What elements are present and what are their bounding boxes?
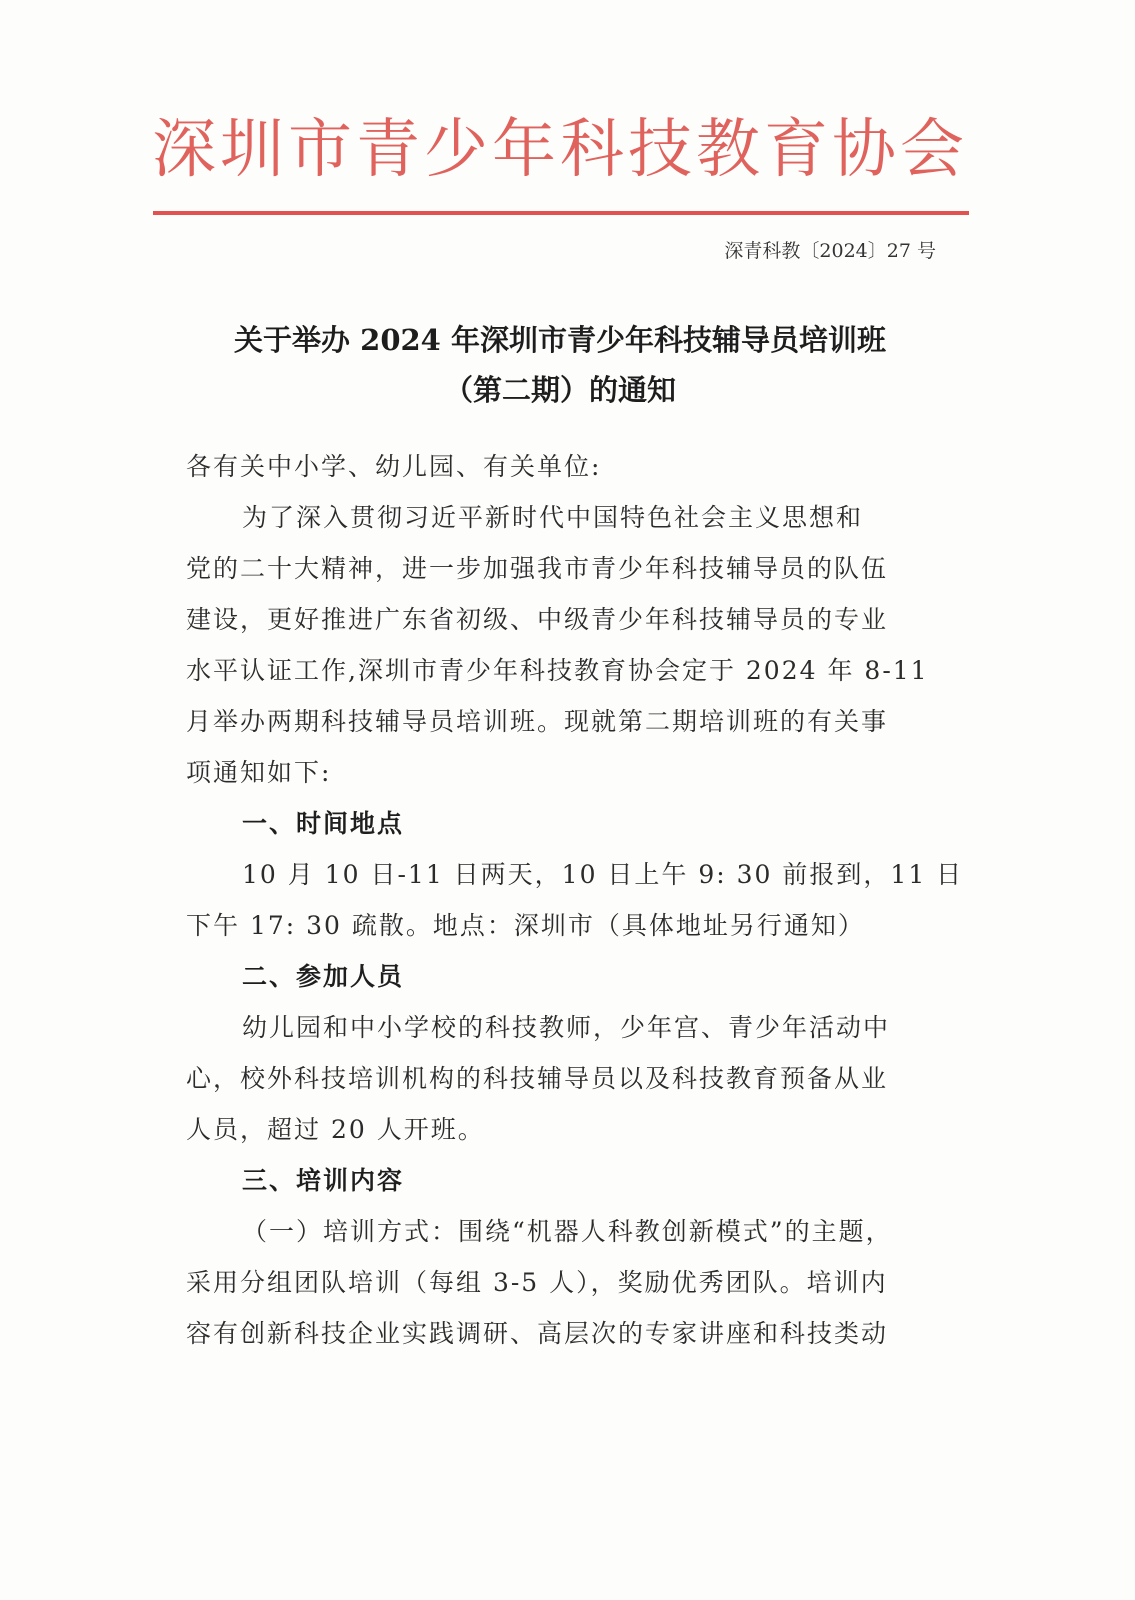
intro-line: 月举办两期科技辅导员培训班。现就第二期培训班的有关事 bbox=[186, 707, 889, 736]
intro-line: 为了深入贯彻习近平新时代中国特色社会主义思想和 bbox=[242, 503, 864, 532]
salutation: 各有关中小学、幼儿园、有关单位: bbox=[186, 452, 602, 481]
section-line: 人员，超过 20 人开班。 bbox=[186, 1115, 485, 1144]
intro-line: 项通知如下: bbox=[186, 758, 332, 787]
section-line: 下午 17: 30 疏散。地点：深圳市（具体地址另行通知） bbox=[186, 911, 865, 940]
section-line: 采用分组团队培训（每组 3-5 人），奖励优秀团队。培训内 bbox=[186, 1268, 888, 1297]
document-number: 深青科教〔2024〕27 号 bbox=[724, 240, 936, 262]
section-line: 10 月 10 日-11 日两天，10 日上午 9: 30 前报到，11 日 bbox=[242, 860, 964, 889]
intro-line: 建设，更好推进广东省初级、中级青少年科技辅导员的专业 bbox=[186, 605, 889, 634]
letterhead-red-rule bbox=[153, 211, 969, 215]
section-heading-participants: 二、参加人员 bbox=[242, 962, 405, 991]
section-heading-training-content: 三、培训内容 bbox=[242, 1166, 405, 1195]
section-line: 幼儿园和中小学校的科技教师，少年宫、青少年活动中 bbox=[242, 1013, 891, 1042]
organization-letterhead: 深圳市青少年科技教育协会 bbox=[152, 113, 968, 187]
section-line: 容有创新科技企业实践调研、高层次的专家讲座和科技类动 bbox=[186, 1319, 889, 1348]
intro-line: 党的二十大精神，进一步加强我市青少年科技辅导员的队伍 bbox=[186, 554, 889, 583]
section-heading-time-place: 一、时间地点 bbox=[242, 809, 405, 838]
section-line: （一）培训方式：围绕“机器人科教创新模式”的主题， bbox=[242, 1217, 893, 1246]
notice-title-line-1: 关于举办 2024 年深圳市青少年科技辅导员培训班 bbox=[234, 323, 886, 357]
intro-line: 水平认证工作,深圳市青少年科技教育协会定于 2024 年 8-11 bbox=[186, 656, 929, 685]
section-line: 心，校外科技培训机构的科技辅导员以及科技教育预备从业 bbox=[186, 1064, 889, 1093]
notice-title-line-2: （第二期）的通知 bbox=[443, 373, 676, 407]
notice-body bbox=[186, 441, 964, 1359]
